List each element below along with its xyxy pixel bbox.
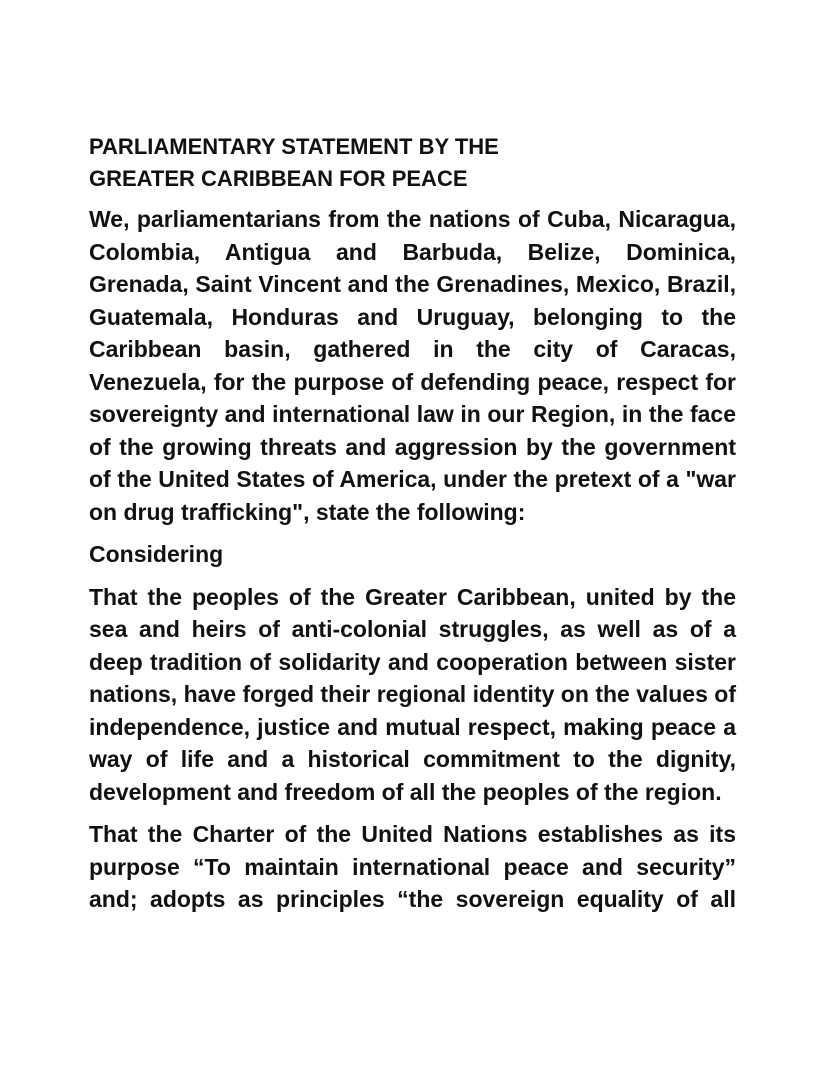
- considering-paragraph-2: That the Charter of the United Nations establishes as its purpose “To maintain international peace and security” and; adopts as principles “the sovereign equality of all: [89, 821, 736, 912]
- title-line-2: GREATER CARIBBEAN FOR PEACE: [89, 166, 468, 191]
- section-heading-considering: Considering: [89, 541, 224, 567]
- document-body: [89, 131, 736, 926]
- document-title: [89, 131, 736, 195]
- title-line-1: PARLIAMENTARY STATEMENT BY THE: [89, 134, 499, 159]
- considering-paragraph-1: That the peoples of the Greater Caribbean, united by the sea and heirs of anti-colonial struggles, as well as of a deep tradition of solidarity and cooperation between sister nations, have forged their regional identity on the values of independence, justice and mutual respect, making peace a way of life and a historical commitment to the dignity, development and freedom of all the peoples of the region.: [89, 583, 736, 805]
- intro-paragraph: We, parliamentarians from the nations of Cuba, Nicaragua, Colombia, Antigua and Barbuda, Belize, Dominica, Grenada, Saint Vincent and the Grenadines, Mexico, Brazil, Guatemala, Honduras and Uruguay, belonging to the Caribbean basin, gathered in the city of Caracas, Venezuela, for the purpose of defending peace, respect for sovereignty and international law in our Region, in the face of the growing threats and aggression by the government of the United States of America, under the pretext of a "war on drug trafficking", state the following:: [89, 206, 736, 525]
